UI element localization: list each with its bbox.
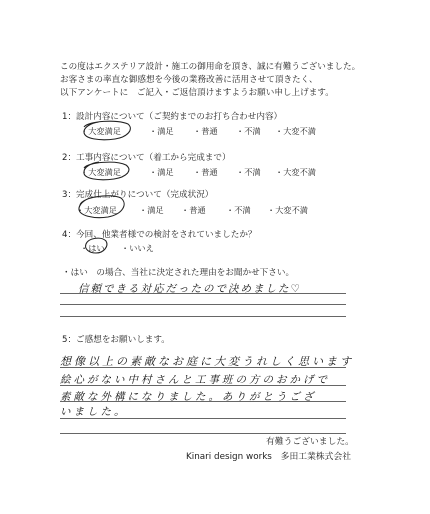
q2-option-normal[interactable]: ・普通 bbox=[193, 167, 218, 177]
q4-answer-line-3 bbox=[60, 316, 346, 317]
q3-title: 3：完成仕上がりについて（完成状況） bbox=[62, 190, 214, 200]
q3-option-satisfied[interactable]: ・満足 bbox=[139, 205, 164, 215]
q3-option-unsatisfied[interactable]: ・不満 bbox=[226, 205, 251, 215]
q3-option-normal[interactable]: ・普通 bbox=[181, 205, 206, 215]
intro-line-3: 以下アンケートに ご記入・ご返信頂けますようお願い申し上げます。 bbox=[60, 88, 334, 98]
q2-option-very-satisfied[interactable]: ・大変満足 bbox=[80, 167, 121, 177]
q5-answer-line-4 bbox=[60, 418, 346, 419]
q4-handwritten-answer: 信頼できる対応だったので決めました♡ bbox=[78, 283, 302, 295]
q2-option-unsatisfied[interactable]: ・不満 bbox=[236, 167, 261, 177]
q5-answer-line-3 bbox=[60, 401, 346, 402]
q4-followup: ・はい の場合、当社に決定された理由をお聞かせ下さい。 bbox=[62, 268, 295, 278]
intro-line-2: お客さまの率直な御感想を今後の業務改善に活用させて頂きたく、 bbox=[60, 75, 318, 85]
q5-answer-line-text-4: いました。 bbox=[60, 406, 128, 418]
q4-answer-line-1 bbox=[60, 293, 346, 294]
q4-title: 4：今回、他業者様での検討をされていましたか？ bbox=[62, 230, 257, 240]
q1-option-unsatisfied[interactable]: ・不満 bbox=[236, 126, 261, 136]
q4-answer-line-2 bbox=[60, 304, 346, 305]
q5-answer-line-2 bbox=[60, 385, 346, 386]
q3-option-very-unsatisfied[interactable]: ・大変不満 bbox=[267, 205, 308, 215]
q2-option-satisfied[interactable]: ・満足 bbox=[149, 167, 174, 177]
q4-option-yes[interactable]: ・はい bbox=[80, 243, 105, 253]
q1-option-very-unsatisfied[interactable]: ・大変不満 bbox=[275, 126, 316, 136]
intro-line-1: この度はエクステリア設計・施工の御用命を頂き、誠に有難うございました。 bbox=[60, 62, 361, 72]
q1-title: 1：設計内容について（ご契約までのお打ち合わせ内容） bbox=[62, 112, 283, 122]
q4-option-no[interactable]: ・いいえ bbox=[121, 243, 154, 253]
q3-option-very-satisfied[interactable]: ・大変満足 bbox=[76, 205, 117, 215]
q5-answer-line-text-1: 想像以上の素敵なお庭に大変うれしく思います bbox=[60, 355, 354, 368]
q1-option-normal[interactable]: ・普通 bbox=[193, 126, 218, 136]
q2-title: 2：工事内容について（着工から完成まで） bbox=[62, 153, 231, 163]
q1-option-very-satisfied[interactable]: ・大変満足 bbox=[80, 126, 121, 136]
footer-thanks: 有難うございました。 bbox=[266, 437, 354, 447]
q5-answer-line-text-3: 素敵な外構になりました。ありがとうござ bbox=[60, 391, 317, 403]
q5-answer-line-5 bbox=[60, 433, 346, 434]
footer-company: Kinari design works 多田工業株式会社 bbox=[186, 452, 352, 462]
q5-answer-line-text-2: 絵心がない中村さんと工事班の方のおかげで bbox=[60, 374, 330, 386]
q1-option-satisfied[interactable]: ・満足 bbox=[149, 126, 174, 136]
q5-title: 5：ご感想をお願いします。 bbox=[62, 335, 170, 345]
q2-option-very-unsatisfied[interactable]: ・大変不満 bbox=[275, 167, 316, 177]
q5-answer-line-1 bbox=[60, 367, 346, 368]
